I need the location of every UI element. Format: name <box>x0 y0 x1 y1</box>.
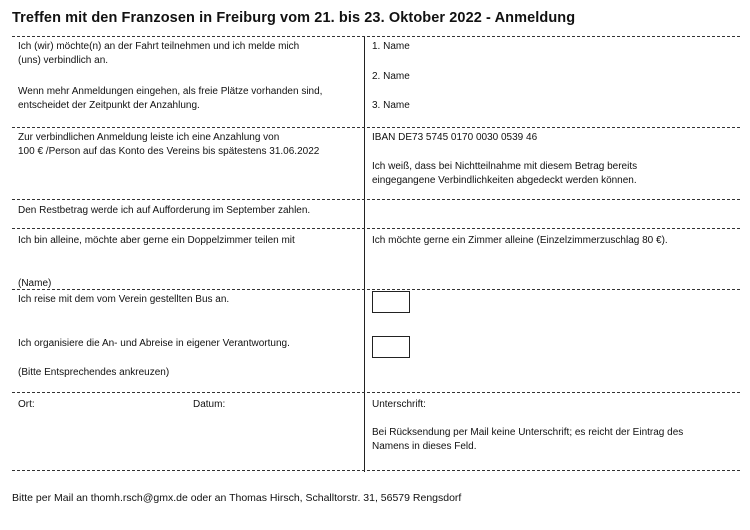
check-hint: (Bitte Entsprechendes ankreuzen) <box>18 367 170 378</box>
column-divider <box>364 36 365 472</box>
self-travel-option-text: Ich organisiere die An- und Abreise in eigener Verantwortung. <box>18 338 290 349</box>
mail-note-line2: Namens in dieses Feld. <box>372 441 477 452</box>
divider-row5 <box>12 392 740 393</box>
name-hint: (Name) <box>18 278 52 289</box>
date-label: Datum: <box>193 399 226 410</box>
name-field-1[interactable]: 1. Name <box>372 41 410 52</box>
signature-label: Unterschrift: <box>372 399 426 410</box>
deposit-text-line1: Zur verbindlichen Anmeldung leiste ich eine Anzahlung von <box>18 132 280 143</box>
intro-text-line1: Ich (wir) möchte(n) an der Fahrt teilnehmen und ich melde mich <box>18 41 300 52</box>
double-room-text: Ich bin alleine, möchte aber gerne ein Doppelzimmer teilen mit <box>18 235 295 246</box>
name-field-2[interactable]: 2. Name <box>372 71 410 82</box>
self-travel-checkbox[interactable] <box>372 336 410 358</box>
divider-row1 <box>12 127 740 128</box>
divider-top <box>12 36 740 37</box>
page-title: Treffen mit den Franzosen in Freiburg vom 21. bis 23. Oktober 2022 - Anmeldung <box>12 10 576 26</box>
divider-row2 <box>12 199 740 200</box>
iban-text: IBAN DE73 5745 0170 0030 0539 46 <box>372 132 538 143</box>
place-label: Ort: <box>18 399 35 410</box>
name-field-3[interactable]: 3. Name <box>372 100 410 111</box>
divider-row4 <box>12 289 740 290</box>
nonparticipation-text-line1: Ich weiß, dass bei Nichtteilnahme mit diesem Betrag bereits <box>372 161 638 172</box>
rest-payment-text: Den Restbetrag werde ich auf Aufforderung im September zahlen. <box>18 205 311 216</box>
intro-text-line2: (uns) verbindlich an. <box>18 55 109 66</box>
places-text-line2: entscheidet der Zeitpunkt der Anzahlung. <box>18 100 200 111</box>
mail-note-line1: Bei Rücksendung per Mail keine Unterschrift; es reicht der Eintrag des <box>372 427 684 438</box>
places-text-line1: Wenn mehr Anmeldungen eingehen, als freie Plätze vorhanden sind, <box>18 86 323 97</box>
footer-contact-text: Bitte per Mail an thomh.rsch@gmx.de oder an Thomas Hirsch, Schalltorstr. 31, 56579 Rengsdorf <box>12 492 462 504</box>
divider-row3 <box>12 228 740 229</box>
single-room-text: Ich möchte gerne ein Zimmer alleine (Einzelzimmerzuschlag 80 €). <box>372 235 668 246</box>
divider-bottom <box>12 470 740 471</box>
nonparticipation-text-line2: eingegangene Verbindlichkeiten abgedeckt werden können. <box>372 175 637 186</box>
bus-checkbox[interactable] <box>372 291 410 313</box>
deposit-text-line2: 100 € /Person auf das Konto des Vereins bis spätestens 31.06.2022 <box>18 146 320 157</box>
bus-option-text: Ich reise mit dem vom Verein gestellten Bus an. <box>18 294 230 305</box>
